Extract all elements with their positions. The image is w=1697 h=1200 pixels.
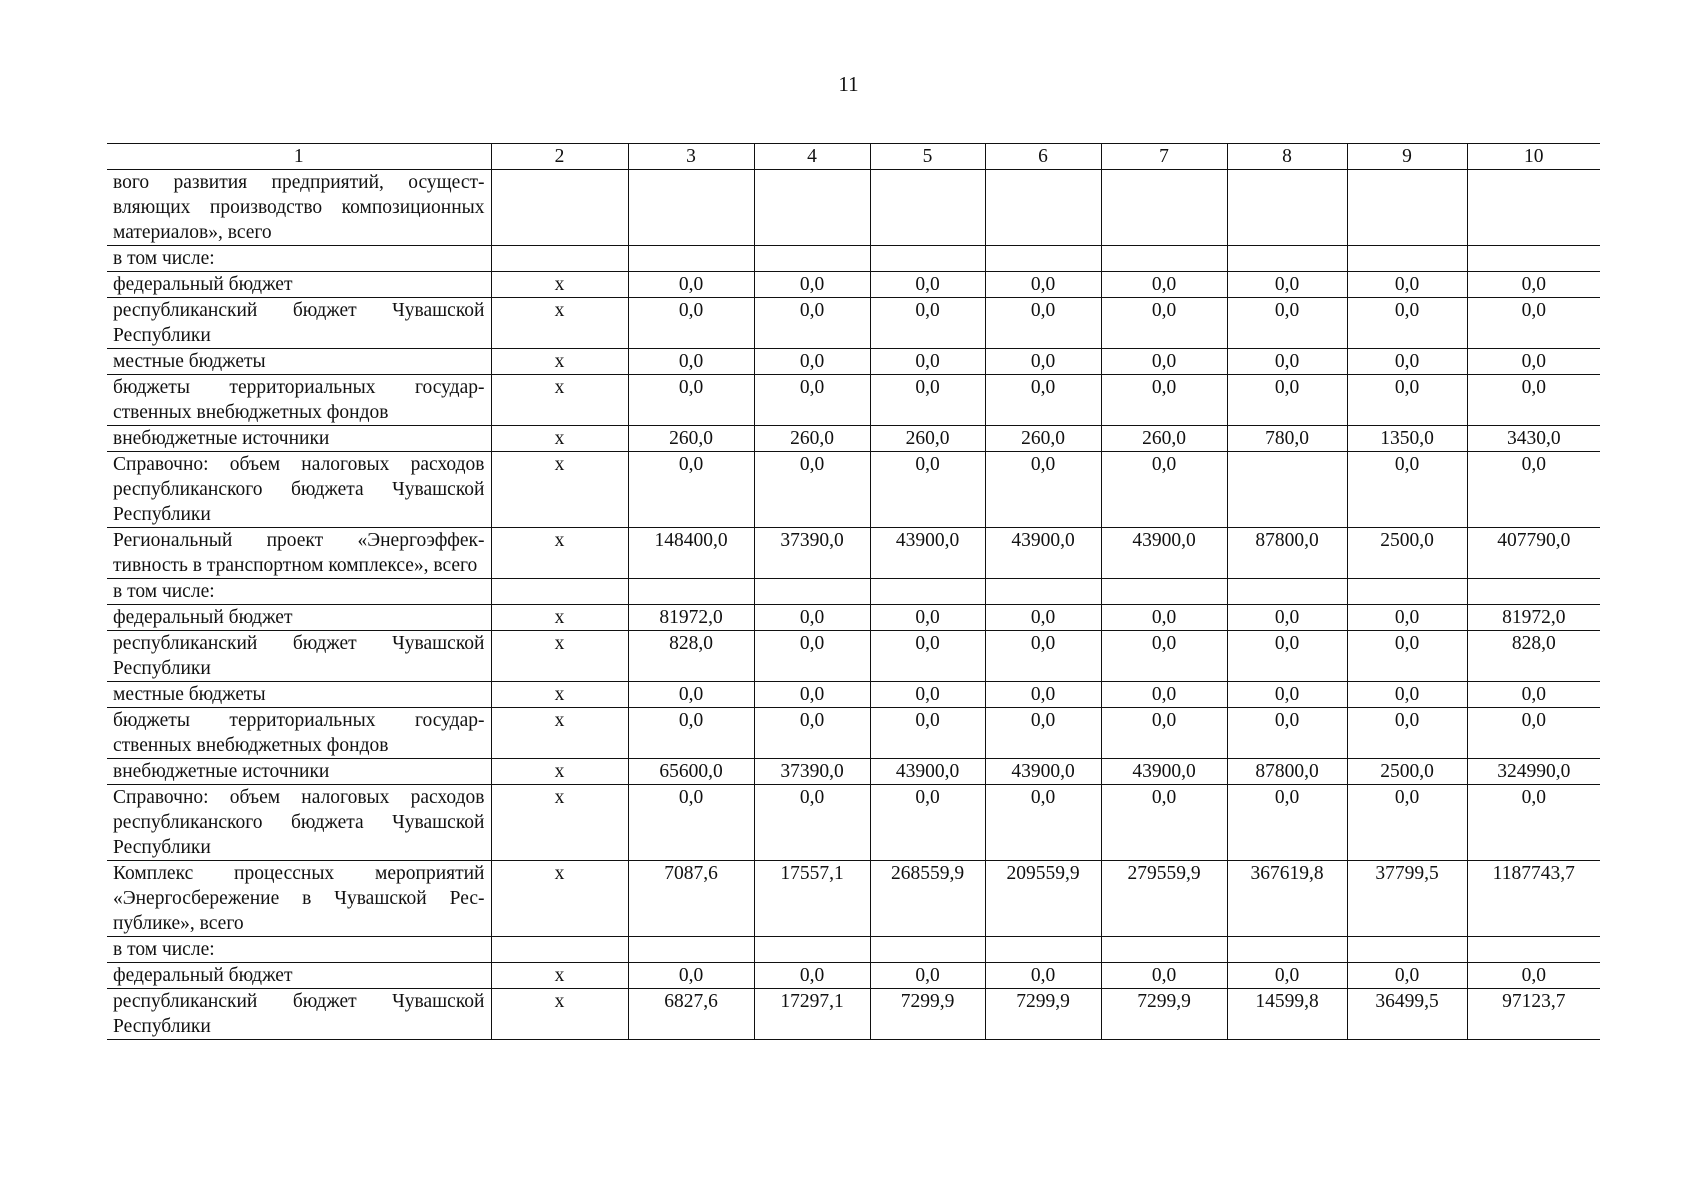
row-marker: х xyxy=(491,605,628,631)
row-marker xyxy=(491,579,628,605)
table-row xyxy=(107,426,1600,452)
row-label: вого развития предприятий, осуществляющих производство композиционных материалов», всего xyxy=(107,170,491,246)
value-cell: 0,0 xyxy=(1467,272,1600,298)
value-cell xyxy=(1467,170,1600,246)
value-cell: 2500,0 xyxy=(1347,759,1467,785)
value-cell: 0,0 xyxy=(628,298,754,349)
value-cell xyxy=(870,170,985,246)
column-header: 3 xyxy=(628,144,754,170)
table-row xyxy=(107,170,1600,246)
value-cell: 2500,0 xyxy=(1347,528,1467,579)
table-row xyxy=(107,708,1600,759)
row-marker: х xyxy=(491,631,628,682)
value-cell: 0,0 xyxy=(1101,605,1227,631)
value-cell: 7087,6 xyxy=(628,861,754,937)
row-label: в том числе: xyxy=(107,579,491,605)
column-header: 5 xyxy=(870,144,985,170)
value-cell: 0,0 xyxy=(985,785,1101,861)
value-cell xyxy=(1101,170,1227,246)
value-cell xyxy=(870,246,985,272)
value-cell: 279559,9 xyxy=(1101,861,1227,937)
value-cell: 6827,6 xyxy=(628,989,754,1040)
row-label: Региональный проект «Энергоэффективность в транспортном комплексе», всего xyxy=(107,528,491,579)
row-label: местные бюджеты xyxy=(107,349,491,375)
value-cell xyxy=(1101,579,1227,605)
value-cell xyxy=(628,170,754,246)
value-cell: 0,0 xyxy=(870,708,985,759)
row-label: в том числе: xyxy=(107,246,491,272)
value-cell: 37799,5 xyxy=(1347,861,1467,937)
value-cell: 0,0 xyxy=(754,349,870,375)
table-row xyxy=(107,937,1600,963)
value-cell: 43900,0 xyxy=(1101,759,1227,785)
value-cell: 0,0 xyxy=(1467,298,1600,349)
value-cell: 0,0 xyxy=(1467,708,1600,759)
value-cell xyxy=(870,937,985,963)
value-cell: 0,0 xyxy=(985,298,1101,349)
value-cell xyxy=(754,170,870,246)
value-cell: 0,0 xyxy=(628,708,754,759)
value-cell: 14599,8 xyxy=(1227,989,1347,1040)
value-cell: 0,0 xyxy=(1101,375,1227,426)
table-row xyxy=(107,298,1600,349)
value-cell: 268559,9 xyxy=(870,861,985,937)
row-label: федеральный бюджет xyxy=(107,605,491,631)
value-cell xyxy=(1467,246,1600,272)
value-cell: 0,0 xyxy=(1227,682,1347,708)
row-marker: х xyxy=(491,528,628,579)
value-cell: 0,0 xyxy=(870,682,985,708)
value-cell: 0,0 xyxy=(754,452,870,528)
value-cell: 97123,7 xyxy=(1467,989,1600,1040)
value-cell: 7299,9 xyxy=(1101,989,1227,1040)
value-cell: 7299,9 xyxy=(870,989,985,1040)
value-cell: 0,0 xyxy=(1227,272,1347,298)
value-cell: 0,0 xyxy=(754,605,870,631)
value-cell xyxy=(1227,170,1347,246)
value-cell: 0,0 xyxy=(1101,272,1227,298)
value-cell: 0,0 xyxy=(754,963,870,989)
value-cell: 0,0 xyxy=(870,375,985,426)
value-cell: 780,0 xyxy=(1227,426,1347,452)
column-header: 1 xyxy=(107,144,491,170)
row-marker: х xyxy=(491,272,628,298)
value-cell: 1350,0 xyxy=(1347,426,1467,452)
value-cell: 81972,0 xyxy=(1467,605,1600,631)
value-cell: 7299,9 xyxy=(985,989,1101,1040)
value-cell: 0,0 xyxy=(1227,298,1347,349)
value-cell xyxy=(985,937,1101,963)
value-cell: 0,0 xyxy=(754,298,870,349)
value-cell: 43900,0 xyxy=(985,528,1101,579)
value-cell xyxy=(628,579,754,605)
value-cell: 0,0 xyxy=(1347,631,1467,682)
value-cell: 0,0 xyxy=(985,452,1101,528)
value-cell: 0,0 xyxy=(754,631,870,682)
value-cell: 0,0 xyxy=(1227,963,1347,989)
value-cell: 43900,0 xyxy=(1101,528,1227,579)
table-row xyxy=(107,579,1600,605)
value-cell: 0,0 xyxy=(628,785,754,861)
value-cell xyxy=(628,246,754,272)
value-cell: 0,0 xyxy=(1467,452,1600,528)
value-cell: 407790,0 xyxy=(1467,528,1600,579)
budget-table xyxy=(107,143,1600,1040)
row-label: Справочно: объем налоговых расходов республиканского бюджета Чувашской Республики xyxy=(107,452,491,528)
table-row xyxy=(107,246,1600,272)
value-cell: 0,0 xyxy=(628,452,754,528)
table-row xyxy=(107,963,1600,989)
table-row xyxy=(107,631,1600,682)
value-cell: 209559,9 xyxy=(985,861,1101,937)
value-cell: 367619,8 xyxy=(1227,861,1347,937)
value-cell: 0,0 xyxy=(1101,708,1227,759)
value-cell: 0,0 xyxy=(985,375,1101,426)
value-cell: 0,0 xyxy=(1347,682,1467,708)
value-cell: 260,0 xyxy=(628,426,754,452)
row-marker: х xyxy=(491,963,628,989)
value-cell: 148400,0 xyxy=(628,528,754,579)
value-cell: 0,0 xyxy=(1467,963,1600,989)
value-cell: 0,0 xyxy=(1227,708,1347,759)
table-row xyxy=(107,349,1600,375)
value-cell: 65600,0 xyxy=(628,759,754,785)
value-cell: 0,0 xyxy=(1101,349,1227,375)
value-cell: 0,0 xyxy=(628,682,754,708)
value-cell: 0,0 xyxy=(628,272,754,298)
value-cell xyxy=(1467,937,1600,963)
table-row xyxy=(107,682,1600,708)
row-label: республиканский бюджет Чувашской Республики xyxy=(107,631,491,682)
value-cell: 0,0 xyxy=(870,298,985,349)
row-marker: х xyxy=(491,708,628,759)
value-cell: 0,0 xyxy=(1101,298,1227,349)
value-cell: 0,0 xyxy=(1227,605,1347,631)
value-cell: 0,0 xyxy=(1227,375,1347,426)
row-marker: х xyxy=(491,682,628,708)
value-cell xyxy=(870,579,985,605)
value-cell: 0,0 xyxy=(870,452,985,528)
value-cell: 828,0 xyxy=(1467,631,1600,682)
value-cell: 0,0 xyxy=(1467,682,1600,708)
value-cell: 87800,0 xyxy=(1227,528,1347,579)
value-cell: 17557,1 xyxy=(754,861,870,937)
value-cell: 0,0 xyxy=(754,785,870,861)
value-cell: 260,0 xyxy=(870,426,985,452)
value-cell: 260,0 xyxy=(985,426,1101,452)
value-cell: 43900,0 xyxy=(870,528,985,579)
value-cell: 0,0 xyxy=(754,272,870,298)
value-cell: 87800,0 xyxy=(1227,759,1347,785)
value-cell: 0,0 xyxy=(985,682,1101,708)
table-row xyxy=(107,785,1600,861)
value-cell: 0,0 xyxy=(985,631,1101,682)
value-cell xyxy=(1347,937,1467,963)
table-row xyxy=(107,861,1600,937)
value-cell: 1187743,7 xyxy=(1467,861,1600,937)
column-header: 2 xyxy=(491,144,628,170)
row-marker: х xyxy=(491,759,628,785)
row-label: внебюджетные источники xyxy=(107,426,491,452)
row-label: федеральный бюджет xyxy=(107,963,491,989)
value-cell: 0,0 xyxy=(754,375,870,426)
value-cell: 260,0 xyxy=(1101,426,1227,452)
value-cell xyxy=(985,579,1101,605)
value-cell xyxy=(985,170,1101,246)
row-label: бюджеты территориальных государственных внебюджетных фондов xyxy=(107,708,491,759)
row-marker xyxy=(491,170,628,246)
column-header: 10 xyxy=(1467,144,1600,170)
value-cell: 37390,0 xyxy=(754,528,870,579)
value-cell xyxy=(754,937,870,963)
value-cell xyxy=(1347,579,1467,605)
row-marker xyxy=(491,937,628,963)
value-cell: 0,0 xyxy=(628,963,754,989)
table-row xyxy=(107,759,1600,785)
column-header: 9 xyxy=(1347,144,1467,170)
column-header: 6 xyxy=(985,144,1101,170)
value-cell xyxy=(1347,170,1467,246)
value-cell: 0,0 xyxy=(985,349,1101,375)
value-cell: 3430,0 xyxy=(1467,426,1600,452)
value-cell: 0,0 xyxy=(985,708,1101,759)
column-header: 7 xyxy=(1101,144,1227,170)
value-cell xyxy=(1467,579,1600,605)
row-label: Комплекс процессных мероприятий «Энергосбережение в Чувашской Республике», всего xyxy=(107,861,491,937)
value-cell xyxy=(1227,937,1347,963)
row-marker: х xyxy=(491,989,628,1040)
value-cell: 0,0 xyxy=(985,272,1101,298)
row-marker: х xyxy=(491,298,628,349)
value-cell: 0,0 xyxy=(985,605,1101,631)
value-cell xyxy=(1227,579,1347,605)
value-cell xyxy=(1227,452,1347,528)
table-row xyxy=(107,528,1600,579)
row-label: республиканский бюджет Чувашской Республики xyxy=(107,989,491,1040)
value-cell: 0,0 xyxy=(870,605,985,631)
row-label: Справочно: объем налоговых расходов республиканского бюджета Чувашской Республики xyxy=(107,785,491,861)
value-cell: 0,0 xyxy=(1227,349,1347,375)
value-cell: 0,0 xyxy=(754,682,870,708)
row-marker: х xyxy=(491,785,628,861)
value-cell: 0,0 xyxy=(1347,785,1467,861)
value-cell: 37390,0 xyxy=(754,759,870,785)
value-cell: 0,0 xyxy=(870,631,985,682)
row-label: федеральный бюджет xyxy=(107,272,491,298)
value-cell: 0,0 xyxy=(1101,785,1227,861)
value-cell: 0,0 xyxy=(1227,785,1347,861)
page-number: 11 xyxy=(838,72,859,96)
value-cell: 0,0 xyxy=(1467,375,1600,426)
value-cell: 0,0 xyxy=(628,375,754,426)
row-marker: х xyxy=(491,349,628,375)
value-cell xyxy=(754,246,870,272)
value-cell: 0,0 xyxy=(1227,631,1347,682)
value-cell: 0,0 xyxy=(1101,682,1227,708)
value-cell: 0,0 xyxy=(1347,272,1467,298)
table-body xyxy=(107,170,1600,1040)
value-cell: 0,0 xyxy=(1101,631,1227,682)
value-cell: 0,0 xyxy=(1347,605,1467,631)
column-header: 8 xyxy=(1227,144,1347,170)
value-cell: 0,0 xyxy=(870,349,985,375)
value-cell: 828,0 xyxy=(628,631,754,682)
value-cell: 43900,0 xyxy=(985,759,1101,785)
value-cell: 0,0 xyxy=(754,708,870,759)
value-cell: 43900,0 xyxy=(870,759,985,785)
value-cell xyxy=(1227,246,1347,272)
value-cell: 0,0 xyxy=(1101,963,1227,989)
row-marker: х xyxy=(491,426,628,452)
row-label: внебюджетные источники xyxy=(107,759,491,785)
table-row xyxy=(107,605,1600,631)
row-marker xyxy=(491,246,628,272)
value-cell: 324990,0 xyxy=(1467,759,1600,785)
value-cell: 0,0 xyxy=(1347,963,1467,989)
value-cell: 0,0 xyxy=(1347,298,1467,349)
value-cell: 0,0 xyxy=(628,349,754,375)
value-cell: 17297,1 xyxy=(754,989,870,1040)
value-cell: 0,0 xyxy=(1467,785,1600,861)
value-cell: 0,0 xyxy=(1347,708,1467,759)
value-cell xyxy=(985,246,1101,272)
value-cell xyxy=(628,937,754,963)
value-cell: 81972,0 xyxy=(628,605,754,631)
value-cell: 0,0 xyxy=(1347,452,1467,528)
value-cell: 0,0 xyxy=(870,272,985,298)
row-label: бюджеты территориальных государственных внебюджетных фондов xyxy=(107,375,491,426)
table-row xyxy=(107,375,1600,426)
table-row xyxy=(107,989,1600,1040)
value-cell: 0,0 xyxy=(870,785,985,861)
value-cell: 0,0 xyxy=(1467,349,1600,375)
row-label: в том числе: xyxy=(107,937,491,963)
row-marker: х xyxy=(491,861,628,937)
value-cell: 0,0 xyxy=(985,963,1101,989)
column-header: 4 xyxy=(754,144,870,170)
row-label: местные бюджеты xyxy=(107,682,491,708)
value-cell xyxy=(1347,246,1467,272)
column-number-row xyxy=(107,144,1600,170)
row-marker: х xyxy=(491,452,628,528)
value-cell: 0,0 xyxy=(1101,452,1227,528)
value-cell: 260,0 xyxy=(754,426,870,452)
value-cell xyxy=(1101,246,1227,272)
row-label: республиканский бюджет Чувашской Республики xyxy=(107,298,491,349)
value-cell: 0,0 xyxy=(1347,349,1467,375)
table-row xyxy=(107,452,1600,528)
row-marker: х xyxy=(491,375,628,426)
value-cell: 36499,5 xyxy=(1347,989,1467,1040)
value-cell xyxy=(1101,937,1227,963)
value-cell: 0,0 xyxy=(870,963,985,989)
table-row xyxy=(107,272,1600,298)
value-cell xyxy=(754,579,870,605)
value-cell: 0,0 xyxy=(1347,375,1467,426)
